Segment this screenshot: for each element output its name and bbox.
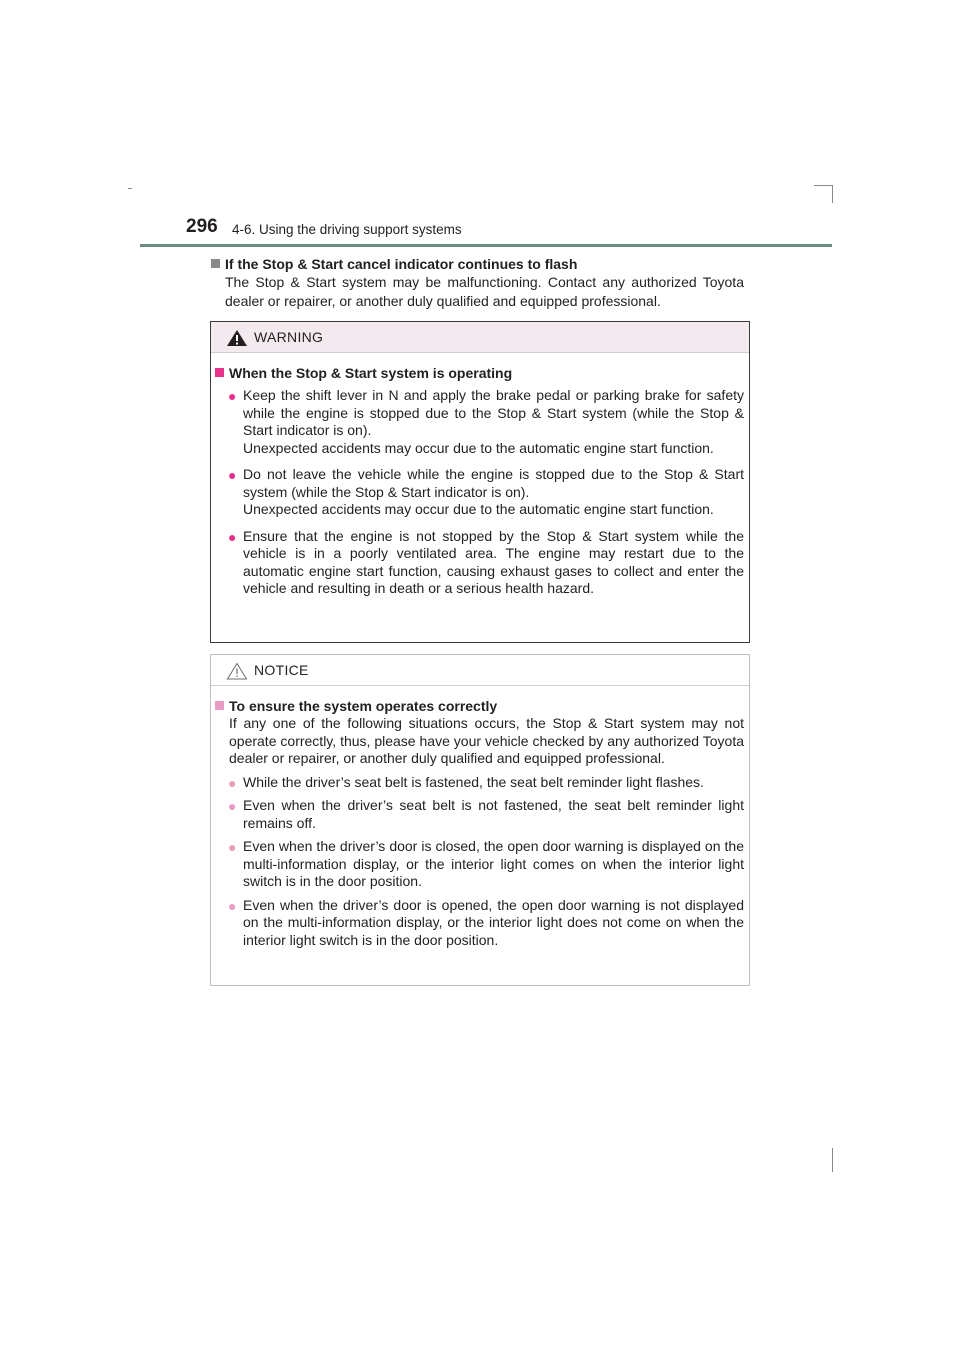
intro-section [211,255,744,310]
list-item: ● Even when the driver’s door is closed, the open door warning is displayed on the multi-information display, or the interior light comes on when the interior light switch is in the door position. [228,838,744,889]
warning-label: WARNING [254,329,324,345]
circle-bullet-icon: ● [228,774,237,791]
square-bullet-icon [215,701,224,710]
warning-box [210,321,750,643]
circle-bullet-icon: ● [228,897,237,914]
square-bullet-icon [211,259,220,268]
warning-content [215,364,744,598]
crop-mark-top-right-h [814,185,832,186]
circle-bullet-icon: ● [228,528,237,545]
warning-header [211,322,749,353]
square-bullet-icon [215,368,224,377]
circle-bullet-icon: ● [228,798,237,814]
crop-mark-top-left [128,188,132,189]
list-item: ● Ensure that the engine is not stopped by the Stop & Start system while the vehicle is in a poorly ventilated area. The engine may restart due to the automatic engine start function, causing exhaust gases to collect and enter the vehicle and resulting in death or a serious health hazard. [228,527,744,596]
notice-label: NOTICE [254,662,309,678]
list-item: ● Even when the driver’s door is opened, the open door warning is not displayed on the multi-information display, or the interior light does not come on when the interior light switch is in the door position. [228,896,744,948]
notice-triangle-icon [226,662,248,680]
list-item: ● Keep the shift lever in N and apply the brake pedal or parking brake for safety while the engine is stopped due to the Stop & Start system (while the Stop & Start indicator is on). Unexpected accidents may occur due to the automatic engine start function. [228,387,744,456]
warning-triangle-icon [226,329,248,347]
notice-box [210,654,750,986]
notice-content [215,697,744,949]
crop-mark-bottom-right [832,1148,833,1172]
section-title: 4-6. Using the driving support systems [232,222,462,237]
list-item: ● Do not leave the vehicle while the engine is stopped due to the Stop & Start system (while the Stop & Start indicator is on). Unexpected accidents may occur due to the automatic engine start function. [228,466,744,517]
page-number: 296 [186,216,218,237]
warning-heading: When the Stop & Start system is operating [215,364,744,382]
list-item: ● Even when the driver’s seat belt is not fastened, the seat belt reminder light remains off. [228,797,744,831]
notice-heading: To ensure the system operates correctly [215,697,744,715]
list-item: ● While the driver’s seat belt is fastened, the seat belt reminder light flashes. [228,773,704,791]
circle-bullet-icon: ● [228,839,237,855]
circle-bullet-icon: ● [228,467,237,483]
notice-header [211,655,749,686]
header-rule [140,244,832,247]
intro-text: The Stop & Start system may be malfunctioning. Contact any authorized Toyota dealer or repairer, or another duly qualified and equipped professional. [225,274,744,309]
notice-intro: If any one of the following situations occurs, the Stop & Start system may not operate correctly, thus, please have your vehicle checked by any authorized Toyota dealer or repairer, or another duly qualified and equipped professional. [229,715,744,766]
circle-bullet-icon: ● [228,388,237,404]
crop-mark-top-right-v [832,185,833,203]
intro-heading: If the Stop & Start cancel indicator continues to flash [211,255,744,273]
